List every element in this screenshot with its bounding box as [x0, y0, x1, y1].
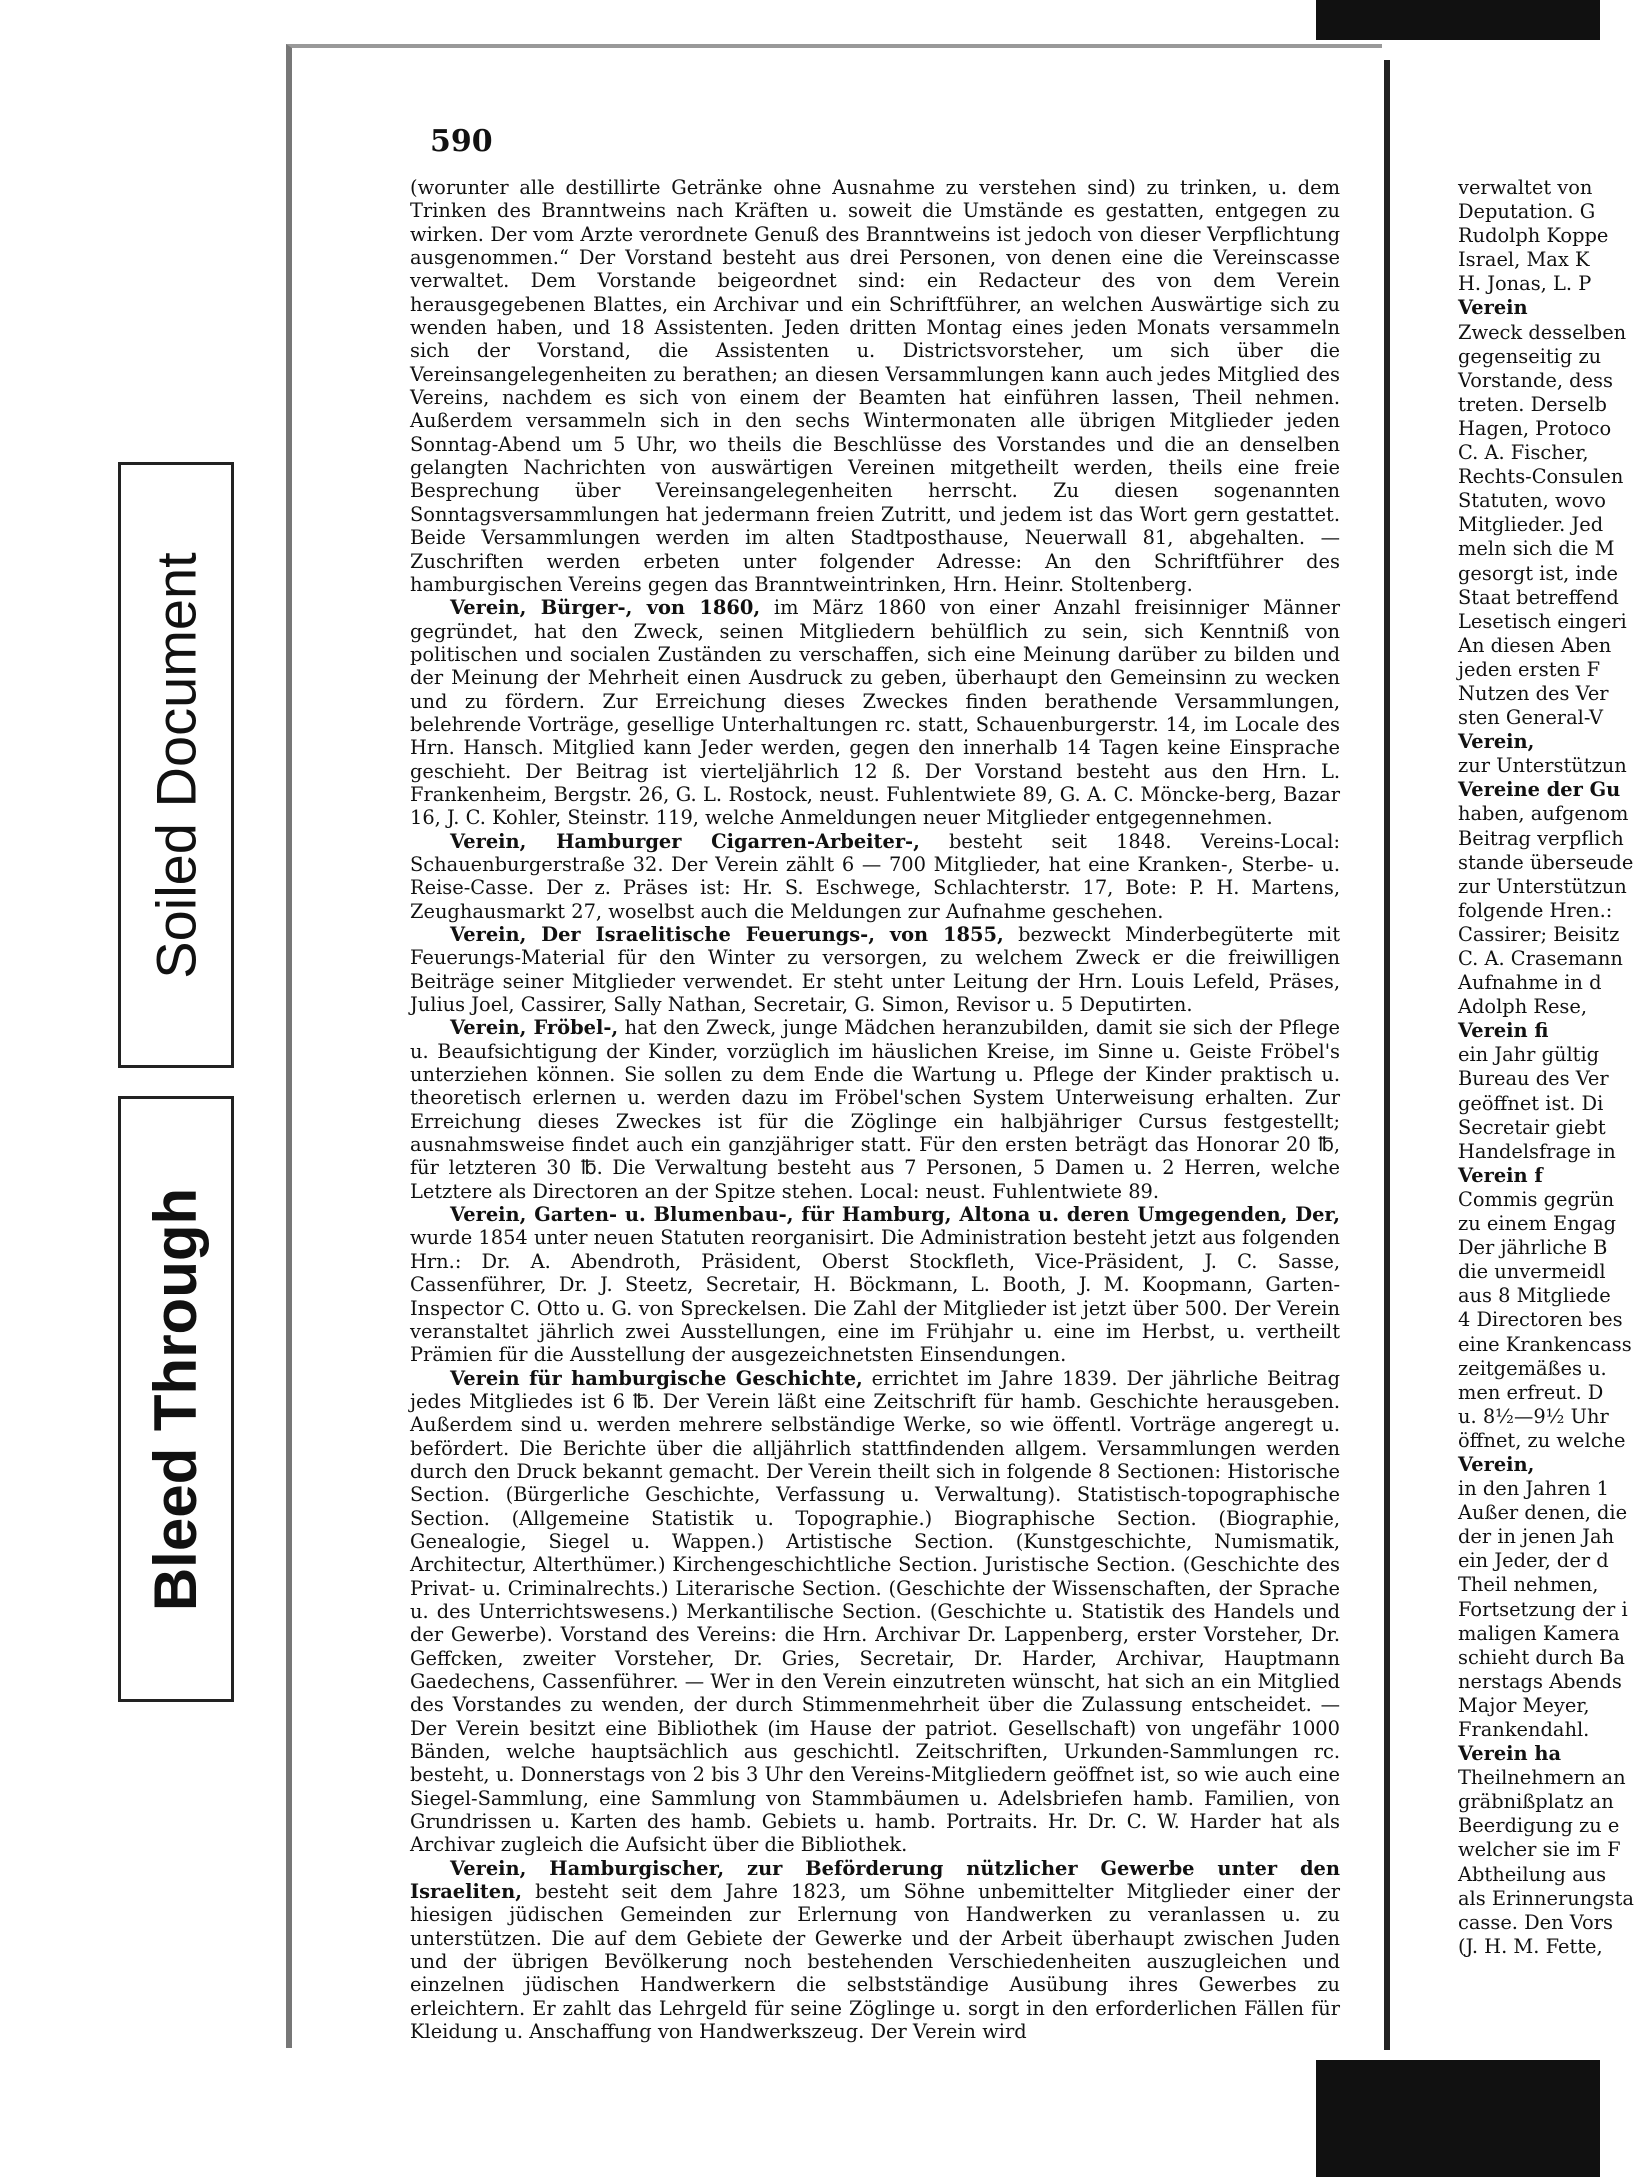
entry-paragraph — [410, 1367, 1340, 1857]
entry-paragraph — [410, 596, 1340, 829]
fragment-line: Abtheilung aus — [1458, 1862, 1607, 1886]
fragment-line: Theil nehmen, — [1458, 1573, 1599, 1597]
fragment-line: schieht durch Ba — [1458, 1645, 1625, 1669]
fragment-line: u. 8½—9½ Uhr — [1458, 1404, 1609, 1428]
fragment-line: Zweck desselben — [1458, 320, 1627, 344]
fragment-line: Außer denen, die — [1458, 1501, 1628, 1525]
fragment-line: 4 Directoren bes — [1458, 1308, 1623, 1332]
fragment-line: in den Jahren 1 — [1458, 1477, 1609, 1501]
fragment-line: Aufnahme in d — [1458, 971, 1602, 995]
soiled-document-stamp — [118, 462, 234, 1068]
fragment-line: Staat betreffend — [1458, 585, 1619, 609]
fragment-line: (J. H. M. Fette, — [1458, 1934, 1603, 1958]
entry-body: besteht seit 1848. Vereins-Local: Schauenburgerstraße 32. Der Verein zählt 6 — 700 Mitglieder, hat eine Kranken-, Sterbe- u. Reise-Casse. Der z. Präses ist: Hr. S. Eschwege, Schlachterstr. 17, Bote: P. H. Martens, Zeughausmarkt 27, woselbst auch die Meldungen zur Aufnahme geschehen. — [410, 829, 1340, 923]
fragment-line: Verein, — [1458, 1452, 1535, 1476]
fragment-line: Mitglieder. Jed — [1458, 513, 1604, 537]
fragment-line: nerstags Abends — [1458, 1669, 1622, 1693]
fragment-line: ein Jeder, der d — [1458, 1549, 1609, 1573]
fragment-line: haben, aufgenom — [1458, 802, 1629, 826]
entry-heading: Verein, Bürger-, von 1860, — [450, 596, 761, 620]
fragment-line: Theilnehmern an — [1458, 1766, 1626, 1790]
fragment-line: Verein, — [1458, 730, 1535, 754]
fragment-line: Der jährliche B — [1458, 1236, 1608, 1260]
fragment-line: gegenseitig zu — [1458, 344, 1602, 368]
entry-body: im März 1860 von einer Anzahl freisinniger Männer gegründet, hat den Zweck, seinen Mitgliedern behülflich zu sein, sich Kenntniß von politischen und socialen Zuständen zu verschaffen, sich eine Meinung darüber zu bilden und der Meinung der Mehrheit einen Ausdruck zu geben, überhaupt den Gemeinsinn zu wecken und zu fördern. Zur Erreichung dieses Zweckes finden berathende Versammlungen, belehrende Vorträge, gesellige Unterhaltungen rc. statt, Schauenburgerstr. 14, im Locale des Hrn. Hansch. Mitglied kann Jeder werden, gegen den innerhalb 14 Tagen keine Einsprache geschieht. Der Beitrag ist vierteljährlich 12 ß. Der Vorstand besteht aus den Hrn. L. Frankenheim, Bergstr. 26, G. L. Rostock, neust. Fuhlentwiete 89, G. A. C. Möncke-berg, Bazar 16, J. C. Kohler, Steinstr. 119, welche Anmeldungen neuer Mitglieder entgegennehmen. — [410, 596, 1340, 830]
entry-heading: Verein, Fröbel-, — [450, 1016, 619, 1040]
fragment-line: treten. Derselb — [1458, 392, 1607, 416]
entry-paragraph — [410, 1857, 1340, 2044]
fragment-line: öffnet, zu welche — [1458, 1428, 1626, 1452]
fragment-line: Cassirer; Beisitz — [1458, 922, 1620, 946]
fragment-line: zeitgemäßes u. — [1458, 1356, 1607, 1380]
fragment-line: Vereine der Gu — [1458, 778, 1621, 802]
fragment-line: ein Jahr gültig — [1458, 1043, 1600, 1067]
fragment-line: jeden ersten F — [1458, 657, 1601, 681]
fragment-line: stande überseude — [1458, 850, 1634, 874]
entry-heading: Verein, Garten- u. Blumenbau-, für Hamburg, Altona u. deren Umgegenden, Der, — [450, 1203, 1340, 1227]
fragment-line: eine Krankencass — [1458, 1332, 1632, 1356]
entry-paragraph — [410, 923, 1340, 1016]
fragment-line: casse. Den Vors — [1458, 1910, 1613, 1934]
fragment-line: Hagen, Protoco — [1458, 416, 1612, 440]
fragment-line: zur Unterstützun — [1458, 754, 1627, 778]
fragment-line: Beerdigung zu e — [1458, 1814, 1620, 1838]
entry-heading: Verein, Der Israelitische Feuerungs-, von 1855, — [450, 923, 1004, 946]
fragment-line: Adolph Rese, — [1458, 995, 1588, 1019]
entry-paragraph — [410, 176, 1340, 596]
fragment-line: sten General-V — [1458, 706, 1603, 730]
fragment-line: folgende Hren.: — [1458, 898, 1613, 922]
soiled-document-label: Soiled Document — [144, 551, 208, 979]
fragment-line: welcher sie im F — [1458, 1838, 1621, 1862]
fragment-line: An diesen Aben — [1458, 633, 1612, 657]
fragment-line: Nutzen des Ver — [1458, 681, 1609, 705]
fragment-line: zu einem Engag — [1458, 1212, 1617, 1236]
entry-body: errichtet im Jahre 1839. Der jährliche Beitrag jedes Mitgliedes ist 6 ℔. Der Verein läßt eine Zeitschrift für hamb. Geschichte herausgeben. Außerdem sind u. werden mehrere selbständige Werke, so wie öffentl. Vorträge angeregt u. befördert. Die Berichte über die alljährlich stattfindenden allgem. Versammlungen werden durch den Druck bekannt gemacht. Der Verein theilt sich in folgende 8 Sectionen: Historische Section. (Bürgerliche Geschichte, Verfassung u. Verwaltung). Statistisch-topographische Section. (Allgemeine Statistik u. Topographie.) Biographische Section. (Biographie, Genealogie, Siegel u. Wappen.) Artistische Section. (Kunstgeschichte, Numismatik, Architectur, Alterthümer.) Kirchengeschichtliche Section. Juristische Section. (Geschichte des Privat- u. Criminalrechts.) Literarische Section. (Geschichte der Wissenschaften, der Sprache u. des Unterrichtswesens.) Merkantilische Section. (Geschichte u. Statistik des Handels und der Gewerbe). Vorstand des Vereins: die Hrn. Archivar Dr. Lappenberg, erster Vorsteher, Dr. Geffcken, zweiter Vorsteher, Dr. Gries, Secretair, Dr. Harder, Archivar, Hauptmann Gaedechens, Cassenführer. — Wer in den Verein einzutreten wünscht, hat sich an ein Mitglied des Vorstandes zu wenden, der durch Stimmenmehrheit über die Zulassung entscheidet. — Der Verein besitzt eine Bibliothek (im Hause der patriot. Gesellschaft) von ungefähr 1000 Bänden, welche hauptsächlich aus geschichtl. Zeitschriften, Urkunden-Sammlungen rc. besteht, u. Donnerstags von 2 bis 3 Uhr den Vereins-Mitgliedern geöffnet ist, so wie auch eine Siegel-Sammlung, eine Sammlung von Stammbäumen u. Adelsbriefen hamb. Familien, von Grundrissen u. Karten des hamb. Gebiets u. hamb. Portraits. Hr. Dr. C. W. Harder hat als Archivar zugleich die Aufsicht über die Bibliothek. — [410, 1366, 1340, 1857]
entry-heading: Verein, Hamburgischer, zur Beförderung nützlicher Gewerbe unter den Israeliten, — [410, 1856, 1340, 1904]
entry-body: (worunter alle destillirte Getränke ohne Ausnahme zu verstehen sind) zu trinken, u. dem Trinken des Branntweins nach Kräften u. soweit die Umstände es gestatten, entgegen zu wirken. Der vom Arzte verordnete Genuß des Branntweins ist jedoch von dieser Verpflichtung ausgenommen.“ Der Vorstand besteht aus drei Personen, von denen eine die Vereinscasse verwaltet. Dem Vorstande beigeordnet sind: ein Redacteur des von dem Verein herausgegebenen Blattes, ein Archivar und ein Schriftführer, an welchen Auswärtige sich zu wenden haben, und 18 Assistenten. Jeden dritten Montag eines jeden Monats versammeln sich der Vorstand, die Assistenten u. Districtsvorsteher, um sich über die Vereinsangelegenheiten zu berathen; an diesen Versammlungen kann auch jedes Mitglied des Vereins, nachdem es sich von einem der Beamten hat einführen lassen, Theil nehmen. Außerdem versammeln sich in den sechs Wintermonaten alle übrigen Mitglieder jeden Sonntag-Abend um 5 Uhr, wo theils die Beschlüsse des Vorstandes und die an denselben gelangten Nachrichten von auswärtigen Vereinen mitgetheilt werden, theils eine freie Besprechung über Vereinsangelegenheiten herrscht. Zu diesen sogenannten Sonntagsversammlungen hat jedermann freien Zutritt, und jedem ist das Wort gern gestattet. Beide Versammlungen werden im alten Stadtposthause, Neuerwall 81, abgehalten. — Zuschriften werden erbeten unter folgender Adresse: An den Schriftführer des hamburgischen Vereins gegen das Branntweintrinken, Hrn. Heinr. Stoltenberg. — [410, 176, 1340, 596]
entry-paragraph — [410, 1016, 1340, 1203]
page-number: 590 — [430, 124, 493, 159]
fragment-line: gesorgt ist, inde — [1458, 561, 1619, 585]
fragment-line: Beitrag verpflich — [1458, 826, 1624, 850]
fragment-line: als Erinnerungsta — [1458, 1886, 1634, 1910]
entry-paragraph — [410, 1203, 1340, 1366]
fragment-line: Verein — [1458, 296, 1528, 320]
fragment-line: Rechts-Consulen — [1458, 465, 1624, 489]
fragment-line: aus 8 Mitgliede — [1458, 1284, 1611, 1308]
entry-heading: Verein, Hamburger Cigarren-Arbeiter-, — [450, 829, 920, 853]
fragment-line: Lesetisch eingeri — [1458, 609, 1627, 633]
fragment-line: Verein f — [1458, 1163, 1543, 1187]
fragment-line: Major Meyer, — [1458, 1693, 1590, 1717]
entry-body: wurde 1854 unter neuen Statuten reorganisirt. Die Administration besteht jetzt aus folgenden Hrn.: Dr. A. Abendroth, Präsident, Oberst Stockfleth, Vice-Präsident, J. C. Sasse, Cassenführer, Dr. J. Steetz, Secretair, H. Böckmann, L. Booth, J. M. Koopmann, Garten-Inspector C. Otto u. G. von Spreckelsen. Die Zahl der Mitglieder ist jetzt über 500. Der Verein veranstaltet jährlich zwei Ausstellungen, eine im Frühjahr u. eine im Herbst, u. vertheilt Prämien für die Ausstellung der ausgezeichnetsten Einsendungen. — [410, 1226, 1340, 1367]
scan-border-bottom — [1316, 2060, 1600, 2177]
fragment-line: Israel, Max K — [1458, 248, 1590, 272]
fragment-line: maligen Kamera — [1458, 1621, 1620, 1645]
fragment-line: zur Unterstützun — [1458, 874, 1627, 898]
fragment-line: meln sich die M — [1458, 537, 1615, 561]
bleed-through-stamp — [118, 1096, 234, 1702]
fragment-line: Fortsetzung der i — [1458, 1597, 1628, 1621]
entry-body: besteht seit dem Jahre 1823, um Söhne unbemittelter Mitglieder einer der hiesigen jüdischen Gemeinden zur Erlernung von Handwerken zu veranlassen u. zu unterstützen. Die auf dem Gebiete der Gewerke und der Arbeit überhaupt zwischen Juden und der übrigen Bevölkerung noch bestehenden Verschiedenheiten auszugleichen und einzelnen jüdischen Handwerkern die selbstständige Ausübung ihres Gewerbes zu erleichtern. Er zahlt das Lehrgeld für seine Zöglinge u. sorgt in den erforderlichen Fällen für Kleidung u. Anschaffung von Handwerkszeug. Der Verein wird — [410, 1880, 1340, 2044]
entry-paragraph — [410, 830, 1340, 923]
right-page-fragment — [1458, 176, 1634, 1958]
fragment-line: verwaltet von — [1458, 176, 1593, 199]
fragment-line: die unvermeidl — [1458, 1260, 1606, 1284]
fragment-line: geöffnet ist. Di — [1458, 1091, 1604, 1115]
fragment-line: Verein fi — [1458, 1019, 1549, 1043]
fragment-line: men erfreut. D — [1458, 1380, 1604, 1404]
fragment-line: Deputation. G — [1458, 200, 1596, 224]
bleed-through-label: Bleed Through — [142, 1187, 210, 1611]
fragment-line: H. Jonas, L. P — [1458, 272, 1592, 296]
fragment-line: Rudolph Koppe — [1458, 224, 1609, 248]
fragment-line: Commis gegrün — [1458, 1187, 1615, 1211]
entry-body: bezweckt Minderbegüterte mit Feuerungs-Material für den Winter zu versorgen, zu welchem Zweck er die freiwilligen Beiträge seiner Mitglieder verwendet. Er steht unter Leitung der Hrn. Louis Lefeld, Präses, Julius Joel, Cassirer, Sally Nathan, Secretair, G. Simon, Revisor u. 5 Deputirten. — [410, 923, 1340, 1017]
fragment-line: Verein ha — [1458, 1742, 1562, 1766]
fragment-line: C. A. Crasemann — [1458, 947, 1623, 970]
entry-heading: Verein für hamburgische Geschichte, — [450, 1366, 863, 1390]
fragment-line: Frankendahl. — [1458, 1718, 1590, 1741]
fragment-line: Handelsfrage in — [1458, 1139, 1616, 1163]
fragment-line: Bureau des Ver — [1458, 1067, 1609, 1091]
scan-border-top — [1316, 0, 1600, 40]
fragment-line: der in jenen Jah — [1458, 1525, 1615, 1549]
fragment-line: C. A. Fischer, — [1458, 441, 1589, 465]
main-text-column — [410, 176, 1340, 2044]
fragment-line: Vorstande, dess — [1458, 368, 1613, 392]
fragment-line: Secretair giebt — [1458, 1115, 1606, 1139]
page-gutter — [1384, 60, 1390, 2050]
entry-body: hat den Zweck, junge Mädchen heranzubilden, damit sie sich der Pflege u. Beaufsichtigung der Kinder, vorzüglich im häuslichen Kreise, im Sinne u. Geiste Fröbel's unterziehen können. Sie sollen zu dem Ende die Wartung u. Pflege der Kinder praktisch u. theoretisch erlernen u. werden dazu im Fröbel'schen System Unterweisung erhalten. Zur Erreichung dieses Zweckes ist für die Zöglinge ein halbjähriger Cursus festgestellt; ausnahmsweise findet auch ein ganzjähriger statt. Für den ersten beträgt das Honorar 20 ℔, für letzteren 30 ℔. Die Verwaltung besteht aus 7 Personen, 5 Damen u. 2 Herren, welche Letztere als Directoren an der Spitze stehen. Local: neust. Fuhlentwiete 89. — [410, 1016, 1340, 1203]
fragment-line: gräbnißplatz an — [1458, 1790, 1614, 1814]
fragment-line: Statuten, wovo — [1458, 489, 1606, 513]
